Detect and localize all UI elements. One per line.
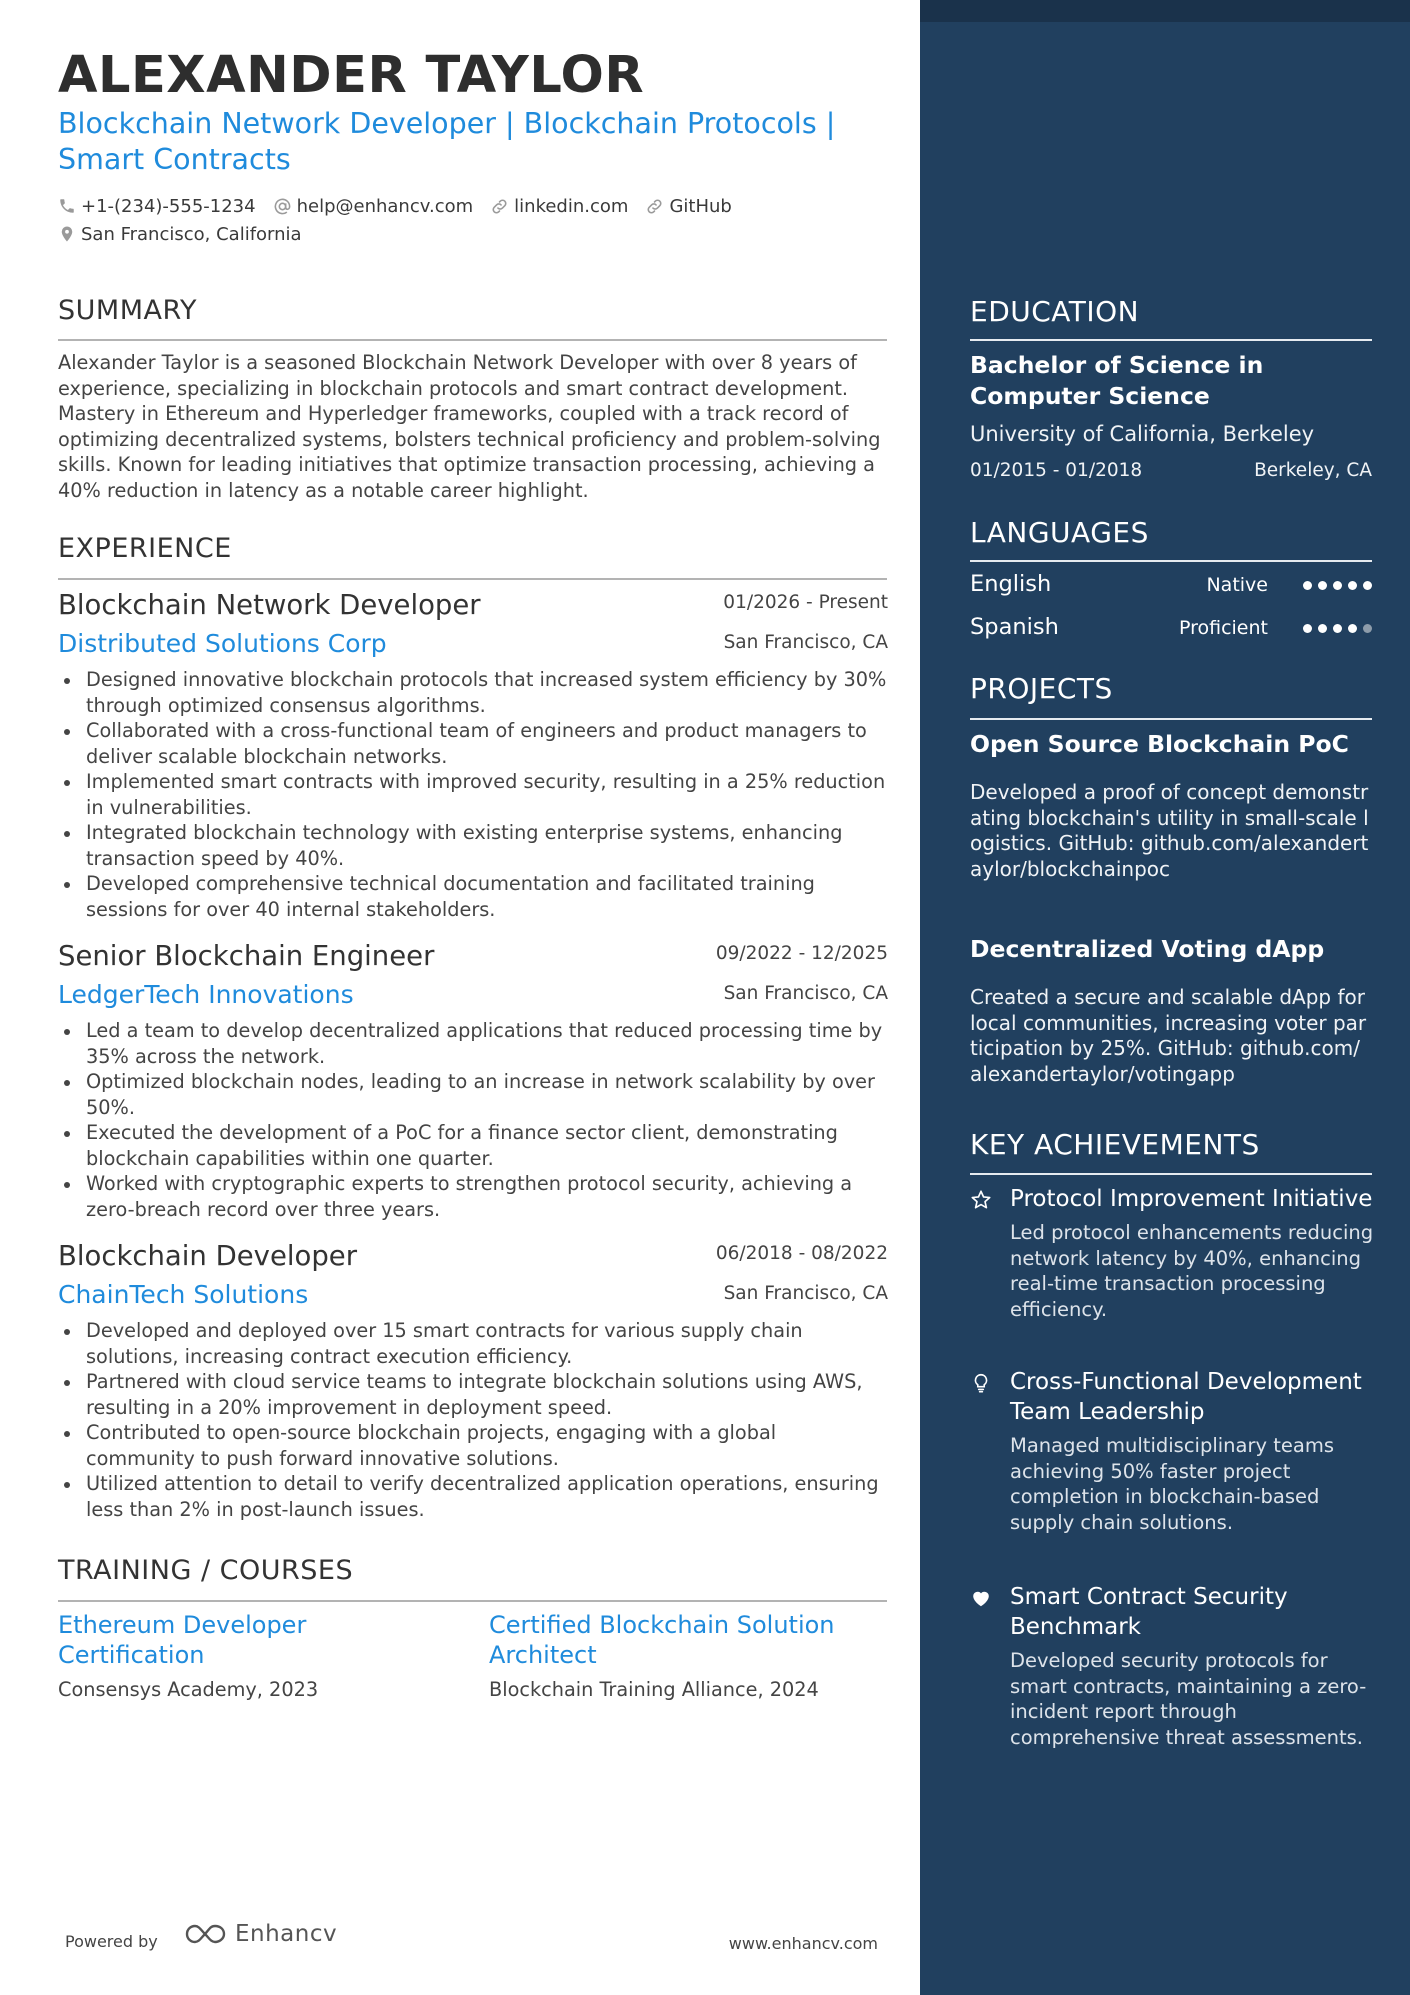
project-title: Open Source Blockchain PoC: [970, 730, 1349, 758]
training-divider: [58, 1600, 887, 1602]
job-company: Distributed Solutions Corp: [58, 629, 387, 658]
job-location: San Francisco, CA: [723, 1283, 888, 1304]
education-dates: 01/2015 - 01/2018: [970, 459, 1143, 481]
achievements-divider: [970, 1173, 1372, 1175]
language-row: [970, 614, 1372, 644]
rating-dot-filled: [1363, 581, 1372, 590]
achievement-title: Protocol Improvement Initiative: [1010, 1186, 1373, 1212]
education-divider: [970, 339, 1372, 341]
experience-divider: [58, 578, 887, 580]
job-dates: 06/2018 - 08/2022: [715, 1243, 888, 1264]
projects-divider: [970, 718, 1372, 720]
job-location: San Francisco, CA: [723, 632, 888, 653]
rating-dot-filled: [1333, 624, 1342, 633]
rating-dot-filled: [1303, 624, 1312, 633]
job-entry: [58, 940, 888, 1222]
bullet-item: Optimized blockchain nodes, leading to an increase in network scalability by over 50%.: [58, 1069, 888, 1120]
phone-icon: [58, 197, 76, 215]
contact-location: [58, 224, 302, 245]
training-heading: TRAINING / COURSES: [58, 1555, 354, 1586]
achievement-description: Developed security protocols for smart contracts, maintaining a zero-incident report through comprehensive threat assessments.: [1010, 1649, 1367, 1749]
contact-github[interactable]: [645, 196, 731, 217]
education-entry: [970, 350, 1372, 481]
bullet-item: Worked with cryptographic experts to strengthen protocol security, achieving a zero-breach record over three years.: [58, 1171, 888, 1222]
at-icon: [273, 197, 292, 216]
language-name: Spanish: [970, 614, 1059, 640]
email-text: help@enhancv.com: [296, 195, 474, 217]
achievement-description: Led protocol enhancements reducing network latency by 40%, enhancing real-time transaction processing efficiency.: [1010, 1221, 1374, 1321]
achievement-title: Smart Contract Security Benchmark: [1010, 1584, 1288, 1640]
course-title: Certified Blockchain Solution Architect: [489, 1611, 835, 1669]
bullet-item: Utilized attention to detail to verify decentralized application operations, ensuring less than 2% in post-launch issues.: [58, 1471, 888, 1522]
course-title: Ethereum Developer Certification: [58, 1611, 307, 1669]
github-text: GitHub: [669, 195, 732, 217]
link-icon: [490, 197, 509, 216]
location-text: San Francisco, California: [81, 223, 302, 245]
education-heading: EDUCATION: [970, 295, 1140, 328]
job-dates: 01/2026 - Present: [723, 592, 888, 613]
job-bullets: [58, 1018, 888, 1222]
course-org: Consensys Academy, 2023: [58, 1678, 319, 1701]
bullet-item: Developed and deployed over 15 smart contracts for various supply chain solutions, increasing contract execution efficiency.: [58, 1318, 888, 1369]
project-title: Decentralized Voting dApp: [970, 935, 1325, 963]
job-title: Senior Blockchain Engineer: [58, 940, 435, 972]
headline: Blockchain Network Developer | Blockchain Protocols | Smart Contracts: [58, 107, 836, 176]
footer-url[interactable]: www.enhancv.com: [728, 1934, 878, 1953]
job-company: ChainTech Solutions: [58, 1280, 309, 1309]
bullet-item: Executed the development of a PoC for a finance sector client, demonstrating blockchain capabilities within one quarter.: [58, 1120, 888, 1171]
brand-name: Enhancv: [235, 1921, 338, 1947]
rating-dot-empty: [1363, 624, 1372, 633]
bullet-item: Collaborated with a cross-functional team of engineers and product managers to deliver scalable blockchain networks.: [58, 718, 888, 769]
summary-heading: SUMMARY: [58, 295, 197, 326]
bullet-item: Integrated blockchain technology with existing enterprise systems, enhancing transaction speed by 40%.: [58, 820, 888, 871]
achievement-description: Managed multidisciplinary teams achieving 50% faster project completion in blockchain-based supply chain solutions.: [1010, 1434, 1334, 1534]
lightbulb-icon: [970, 1372, 992, 1394]
candidate-name: ALEXANDER TAYLOR: [58, 46, 645, 105]
projects-heading: PROJECTS: [970, 672, 1113, 705]
language-level: Proficient: [1178, 617, 1268, 639]
languages-heading: LANGUAGES: [970, 516, 1149, 549]
job-dates: 09/2022 - 12/2025: [715, 943, 888, 964]
job-title: Blockchain Network Developer: [58, 589, 481, 621]
rating-dot-filled: [1348, 581, 1357, 590]
achievements-heading: KEY ACHIEVEMENTS: [970, 1128, 1260, 1161]
heart-icon: [970, 1587, 992, 1609]
school: University of California, Berkeley: [970, 422, 1315, 446]
location-pin-icon: [58, 225, 76, 243]
language-rating: [1297, 581, 1372, 590]
summary-divider: [58, 339, 887, 341]
rating-dot-filled: [1318, 581, 1327, 590]
job-bullets: [58, 667, 888, 922]
bullet-item: Designed innovative blockchain protocols that increased system efficiency by 30% through optimized consensus algorithms.: [58, 667, 888, 718]
education-location: Berkeley, CA: [1254, 459, 1372, 481]
rating-dot-filled: [1348, 624, 1357, 633]
contact-phone[interactable]: [58, 196, 256, 217]
degree: Bachelor of Science in Computer Science: [970, 351, 1264, 410]
contact-linkedin[interactable]: [490, 196, 628, 217]
contact-info: [58, 193, 878, 249]
star-icon: [970, 1189, 992, 1211]
rating-dot-filled: [1303, 581, 1312, 590]
language-rating: [1297, 624, 1372, 633]
job-bullets: [58, 1318, 888, 1522]
project-description: Developed a proof of concept demonstrating blockchain's utility in small-scale logistics. GitHub: github.com/alexandertaylor/blockchainpoc: [970, 780, 1369, 881]
job-entry: [58, 1240, 888, 1522]
job-company: LedgerTech Innovations: [58, 980, 354, 1009]
project-entry: [970, 934, 1372, 1087]
job-entry: [58, 589, 888, 922]
job-title: Blockchain Developer: [58, 1240, 358, 1272]
enhancv-logo[interactable]: [183, 1921, 337, 1947]
bullet-item: Contributed to open-source blockchain projects, engaging with a global community to push forward innovative solutions.: [58, 1420, 888, 1471]
bullet-item: Developed comprehensive technical documentation and facilitated training sessions for over 40 internal stakeholders.: [58, 871, 888, 922]
course-entry: [489, 1610, 889, 1701]
achievement-entry: [970, 1367, 1380, 1535]
linkedin-text: linkedin.com: [514, 195, 629, 217]
bullet-item: Partnered with cloud service teams to integrate blockchain solutions using AWS, resulting in a 20% improvement in deployment speed.: [58, 1369, 888, 1420]
sidebar-top-band: [920, 0, 1410, 22]
bullet-item: Implemented smart contracts with improved security, resulting in a 25% reduction in vulnerabilities.: [58, 769, 888, 820]
link-icon: [645, 197, 664, 216]
achievement-title: Cross-Functional Development Team Leadership: [1010, 1369, 1362, 1425]
project-description: Created a secure and scalable dApp for local communities, increasing voter participation by 25%. GitHub: github.com/alexandertaylor/votingapp: [970, 985, 1367, 1086]
powered-by-label: Powered by: [65, 1932, 158, 1951]
language-name: English: [970, 571, 1052, 597]
bullet-item: Led a team to develop decentralized applications that reduced processing time by 35% across the network.: [58, 1018, 888, 1069]
job-location: San Francisco, CA: [723, 983, 888, 1004]
language-level: Native: [1206, 574, 1268, 596]
summary-text: Alexander Taylor is a seasoned Blockchain Network Developer with over 8 years of experience, specializing in blockchain protocols and smart contract development. Mastery in Ethereum and Hyperledger frameworks, coupled with a track record of optimizing decentralized systems, bolsters technical proficiency and problem-solving skills. Known for leading initiatives that optimize transaction processing, achieving a 40% reduction in latency as a notable career highlight.: [58, 351, 881, 502]
rating-dot-filled: [1318, 624, 1327, 633]
sidebar: [920, 0, 1410, 1995]
course-org: Blockchain Training Alliance, 2024: [489, 1678, 819, 1701]
rating-dot-filled: [1333, 581, 1342, 590]
phone-text: +1-(234)-555-1234: [81, 195, 256, 217]
languages-divider: [970, 560, 1372, 562]
achievement-entry: [970, 1582, 1380, 1750]
experience-heading: EXPERIENCE: [58, 533, 232, 564]
project-entry: [970, 729, 1372, 882]
language-row: [970, 571, 1372, 601]
enhancv-logo-icon: [183, 1922, 229, 1946]
achievement-entry: [970, 1184, 1380, 1322]
course-entry: [58, 1610, 458, 1701]
contact-email[interactable]: [273, 196, 474, 217]
